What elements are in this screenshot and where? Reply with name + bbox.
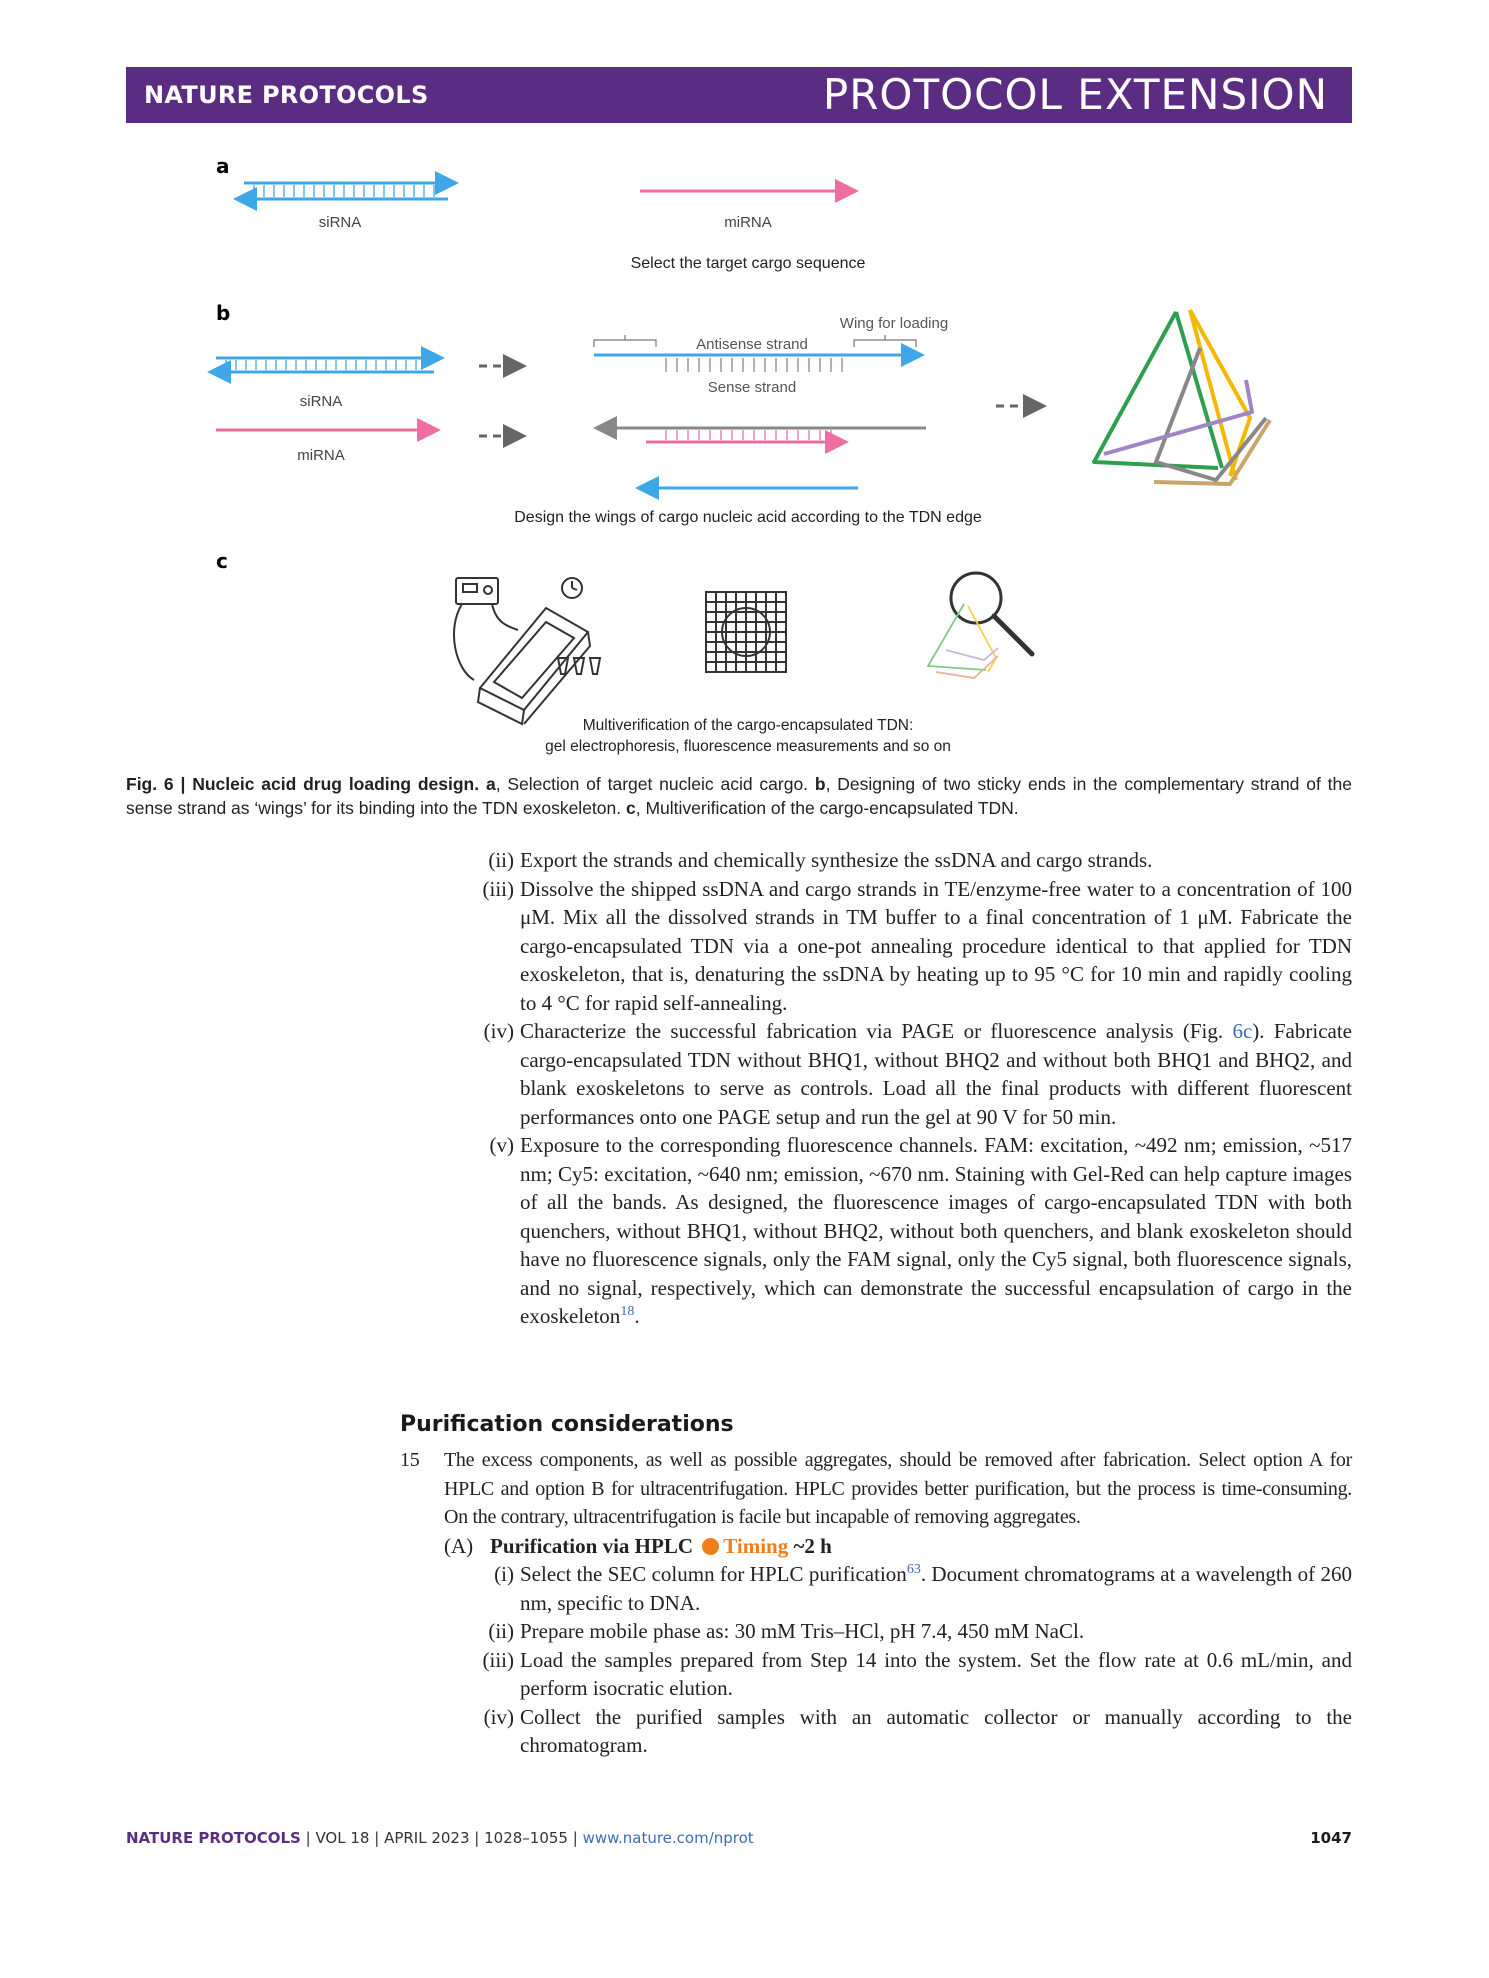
- page-footer: [126, 1829, 1352, 1847]
- step-15-num: 15: [400, 1449, 420, 1471]
- step-v: [470, 1131, 1352, 1331]
- step-iv: [470, 1017, 1352, 1131]
- panel-label-a: a: [216, 154, 230, 178]
- step-15: [400, 1446, 1352, 1760]
- fluorescence-plate-icon: [706, 592, 786, 672]
- footer-sep-1: |: [300, 1829, 316, 1847]
- ref-63-link[interactable]: 63: [906, 1562, 921, 1577]
- caption-a-label: a: [485, 774, 496, 794]
- purification-heading: Purification considerations: [400, 1412, 734, 1437]
- substep-iii: [470, 1646, 1352, 1703]
- substep-ii-num: (ii): [488, 1619, 514, 1643]
- substep-iii-text: Load the samples prepared from Step 14 into the system. Set the flow rate at 0.6 mL/min, and perform isocratic elution.: [520, 1647, 1352, 1700]
- gel-electrophoresis-icon: [454, 578, 600, 724]
- step-ii-num: (ii): [488, 848, 514, 872]
- option-a: [400, 1532, 1352, 1561]
- step-iii-num: (iii): [482, 876, 514, 901]
- substep-iv-text: Collect the purified samples with an automatic collector or manually according to the chromatogram.: [520, 1704, 1352, 1757]
- step-iv-text-a: Characterize the successful fabrication via PAGE or fluorescence analysis (Fig.: [520, 1019, 1233, 1043]
- b-sirna-duplex: [210, 358, 442, 372]
- timing-value: ~2 h: [793, 1533, 832, 1558]
- b-sense-label: Sense strand: [707, 379, 797, 396]
- caption-c-text: , Multiverification of the cargo-encapsulated TDN.: [635, 798, 1019, 818]
- step-iii: [470, 875, 1352, 1018]
- step-iv-num: (iv): [483, 1019, 514, 1043]
- substep-iv: [470, 1703, 1352, 1760]
- substep-ii: [470, 1617, 1352, 1646]
- caption-lead: Fig. 6 | Nucleic acid drug loading design.: [126, 774, 480, 794]
- b-wing-label: Wing for loading: [839, 315, 949, 332]
- caption-c-label: c: [626, 798, 636, 818]
- panel-label-b: b: [216, 301, 231, 325]
- step-v-end: .: [634, 1304, 640, 1328]
- caption-a-text: , Selection of target nucleic acid cargo.: [495, 774, 809, 794]
- header-bar: [126, 67, 1352, 123]
- a-caption: Select the target cargo sequence: [630, 255, 866, 272]
- option-a-title: Purification via HPLC: [490, 1533, 693, 1558]
- panel-label-c: c: [216, 549, 228, 573]
- magnifier-icon: [928, 573, 1032, 678]
- step-15-body: [400, 1446, 1352, 1532]
- page-number: 1047: [1310, 1829, 1352, 1847]
- footer-sep-4: |: [567, 1829, 583, 1847]
- timing-dot-icon: [702, 1538, 719, 1555]
- b-caption: Design the wings of cargo nucleic acid according to the TDN edge: [514, 509, 982, 526]
- steps-list: [470, 846, 1352, 1331]
- footer-journal: NATURE PROTOCOLS: [126, 1829, 301, 1847]
- tdn-tetrahedron: [1094, 310, 1270, 484]
- step-iii-text: Dissolve the shipped ssDNA and cargo strands in TE/enzyme-free water to a concentration of 100 μM. Mix all the dissolved strands in TM buffer to a final concentration of 1 μM. Fabricate the cargo-encapsulated TDN via a one-pot annealing procedure identical to that applied for TDN exoskeleton, that is, denaturing the ssDNA by heating up to 95 °C for 10 min and rapidly cooling to 4 °C for rapid self-annealing.: [520, 876, 1352, 1015]
- substep-i-text-b: . Document chromatograms at a wavelength of 260 nm, specific to DNA.: [520, 1562, 1352, 1615]
- fig-6c-link[interactable]: 6c: [1232, 1019, 1253, 1043]
- c-caption-line1: Multiverification of the cargo-encapsulated TDN:: [582, 717, 914, 734]
- c-caption-line2: gel electrophoresis, fluorescence measurements and so on: [545, 738, 951, 755]
- substep-i-text: Select the SEC column for HPLC purification: [520, 1562, 907, 1586]
- substep-iii-num: (iii): [482, 1647, 514, 1672]
- step-iv-text-b: ). Fabricate cargo-encapsulated TDN without BHQ1, without BHQ2 and without both BHQ1 and BHQ2, and blank exoskeletons to serve as controls. Load all the final products with different fluorescent performances onto one PAGE setup and run the gel at 90 V for 50 min.: [520, 1019, 1352, 1129]
- journal-name: NATURE PROTOCOLS: [144, 81, 429, 109]
- a-mirna-label: miRNA: [724, 214, 772, 231]
- timing-label: Timing: [723, 1533, 789, 1558]
- caption-b-text: , Designing of two sticky ends in the complementary strand of the sense strand as ‘wings’ for its binding into the TDN exoskeleton.: [126, 774, 1352, 818]
- step-ii-text: Export the strands and chemically synthesize the ssDNA and cargo strands.: [520, 848, 1153, 872]
- figure-caption: [126, 772, 1352, 820]
- footer-sep-3: |: [469, 1829, 485, 1847]
- footer-date: APRIL 2023: [384, 1829, 470, 1847]
- option-a-substeps: [400, 1560, 1352, 1760]
- b-antisense-label: Antisense strand: [696, 336, 808, 353]
- step-ii: [470, 846, 1352, 875]
- footer-volume: VOL 18: [315, 1829, 370, 1847]
- substep-ii-text: Prepare mobile phase as: 30 mM Tris–HCl, pH 7.4, 450 mM NaCl.: [520, 1619, 1085, 1643]
- footer-pages: 1028–1055: [484, 1829, 568, 1847]
- option-a-num: (A): [444, 1533, 474, 1558]
- step-v-text: Exposure to the corresponding fluorescence channels. FAM: excitation, ~492 nm; emission, ~517 nm; Cy5: excitation, ~640 nm; emission, ~670 nm. Staining with Gel-Red can help capture images of all the bands. As designed, the fluorescence images of cargo-encapsulated TDN with both quenchers, without BHQ1, without BHQ2, without both quenchers, and blank exoskeleton should have no fluorescence signals, only the FAM signal, only the Cy5 signal, both fluorescence signals, and no signal, respectively, which can demonstrate the successful encapsulation of cargo in the exoskeleton: [520, 1133, 1352, 1328]
- footer-sep-2: |: [369, 1829, 385, 1847]
- step-15-text: The excess components, as well as possible aggregates, should be removed after fabrication. Select option A for HPLC and option B for ultracentrifugation. HPLC provides better purification, but the process is time-consuming. On the contrary, ultracentrifugation is facile but incapable of removing aggregates.: [444, 1449, 1352, 1528]
- figure-6-graphic: [126, 150, 1352, 760]
- b-mirna-label: miRNA: [297, 447, 345, 464]
- substep-i-num: (i): [494, 1562, 514, 1586]
- ref-18-link[interactable]: 18: [620, 1304, 635, 1319]
- figure-6: [126, 150, 1352, 760]
- b-sirna-label: siRNA: [299, 393, 343, 410]
- footer-url-link[interactable]: www.nature.com/nprot: [582, 1829, 754, 1847]
- b-sense-ticks: [666, 358, 842, 372]
- step-v-num: (v): [489, 1133, 514, 1157]
- b-mirna-ticks: [666, 430, 831, 440]
- a-sirna-duplex: [236, 183, 456, 199]
- a-sirna-label: siRNA: [318, 214, 362, 231]
- substep-i: [470, 1560, 1352, 1617]
- caption-b-label: b: [814, 774, 826, 794]
- substep-iv-num: (iv): [483, 1704, 514, 1729]
- section-tag: PROTOCOL EXTENSION: [822, 70, 1328, 119]
